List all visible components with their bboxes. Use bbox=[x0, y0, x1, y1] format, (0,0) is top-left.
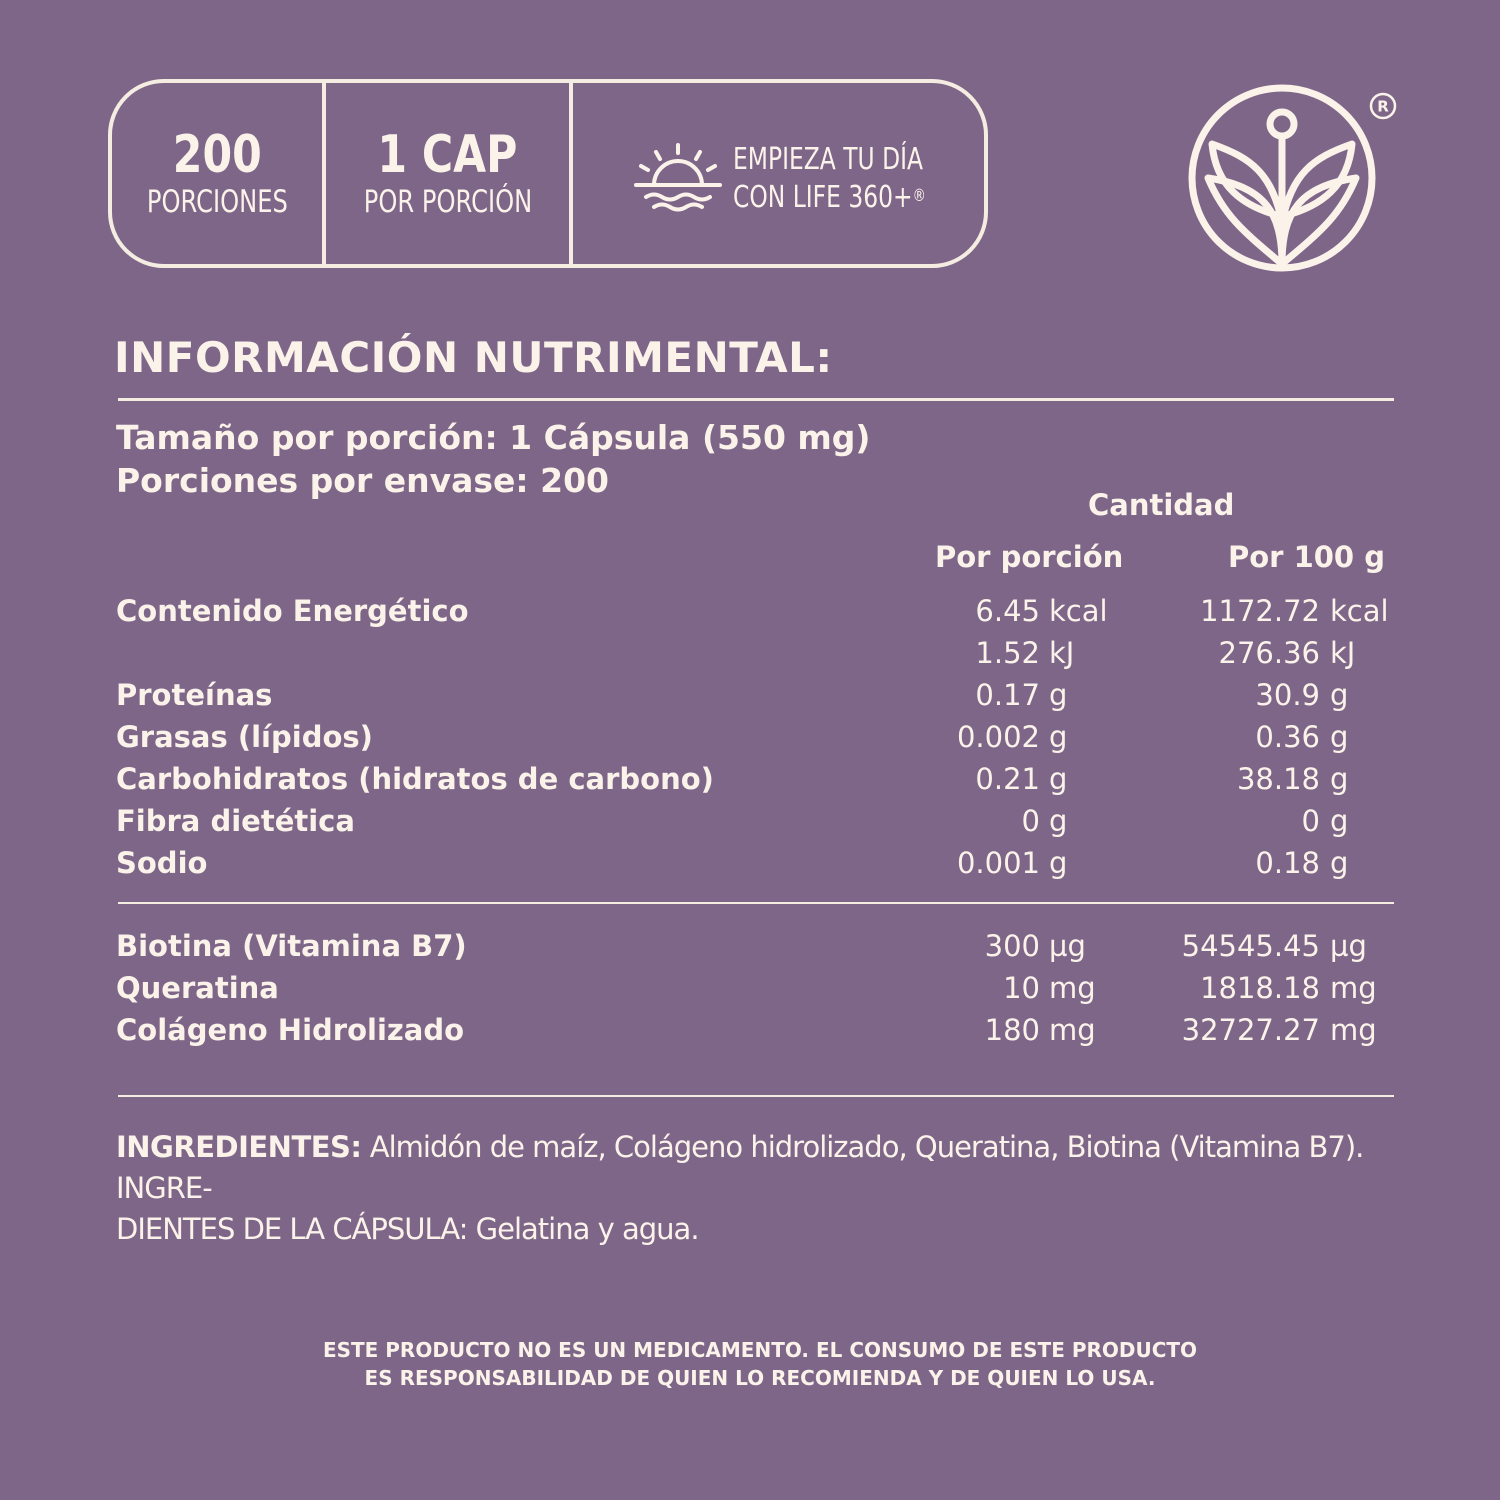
per-serving-header: Por porción bbox=[935, 540, 1124, 574]
per-serving-unit: g bbox=[1049, 804, 1068, 838]
per-serving-value: 180 bbox=[984, 1013, 1040, 1047]
per-100g-unit: g bbox=[1330, 762, 1349, 796]
per-serving-value: 0 bbox=[1021, 804, 1040, 838]
per-100g-value: 30.9 bbox=[1255, 678, 1320, 712]
nutrient-label: Contenido Energético bbox=[116, 594, 469, 628]
per-serving-value: 0.002 bbox=[956, 720, 1040, 754]
nutrient-label: Colágeno Hidrolizado bbox=[116, 1013, 465, 1047]
nutrient-label: Sodio bbox=[116, 846, 208, 880]
tagline-line-2-text: CON LIFE 360+ bbox=[733, 180, 913, 215]
per-serving-value: 0.001 bbox=[956, 846, 1040, 880]
ingredients-line-2: DIENTES DE LA CÁPSULA: Gelatina y agua. bbox=[116, 1212, 699, 1246]
per-100g-unit: mg bbox=[1330, 1013, 1377, 1047]
per-100g-unit: kcal bbox=[1330, 594, 1389, 628]
ingredients-divider bbox=[118, 1095, 1394, 1097]
per-100g-value: 38.18 bbox=[1236, 762, 1320, 796]
dose-label: POR PORCIÓN bbox=[363, 183, 532, 220]
per-serving-value: 1.52 bbox=[975, 636, 1040, 670]
per-serving-unit: g bbox=[1049, 846, 1068, 880]
svg-text:R: R bbox=[1377, 97, 1389, 116]
title-divider bbox=[118, 398, 1394, 401]
per-100g-value: 1818.18 bbox=[1200, 971, 1320, 1005]
per-100g-value: 276.36 bbox=[1218, 636, 1320, 670]
per-100g-unit: kJ bbox=[1330, 636, 1356, 670]
per-serving-value: 0.21 bbox=[975, 762, 1040, 796]
ingredients-text bbox=[116, 1127, 1416, 1250]
tagline-badge bbox=[573, 83, 984, 264]
servings-value: 200 bbox=[172, 124, 262, 185]
per-100g-unit: g bbox=[1330, 678, 1349, 712]
tagline-registered-mark: ® bbox=[912, 186, 926, 206]
per-100g-header: Por 100 g bbox=[1228, 540, 1385, 574]
per-serving-value: 300 bbox=[984, 929, 1040, 963]
per-100g-unit: g bbox=[1330, 846, 1349, 880]
sunrise-icon bbox=[632, 141, 724, 213]
ingredients-line-1: Almidón de maíz, Colágeno hidrolizado, Queratina, Biotina (Vitamina B7). INGRE- bbox=[116, 1130, 1364, 1205]
serving-badges bbox=[108, 79, 988, 268]
per-100g-value: 0.36 bbox=[1255, 720, 1320, 754]
ingredients-heading: INGREDIENTES: bbox=[116, 1130, 362, 1164]
disclaimer bbox=[0, 1336, 1500, 1392]
per-serving-unit: µg bbox=[1049, 929, 1086, 963]
per-serving-unit: kJ bbox=[1049, 636, 1075, 670]
per-serving-unit: g bbox=[1049, 720, 1068, 754]
section-divider bbox=[118, 902, 1394, 904]
disclaimer-line-1: ESTE PRODUCTO NO ES UN MEDICAMENTO. EL CONSUMO DE ESTE PRODUCTO bbox=[322, 1338, 1198, 1362]
nutrient-label: Carbohidratos (hidratos de carbono) bbox=[116, 762, 714, 796]
nutrition-title: INFORMACIÓN NUTRIMENTAL: bbox=[114, 333, 833, 382]
per-serving-unit: g bbox=[1049, 762, 1068, 796]
tagline-text bbox=[733, 141, 926, 217]
nutrient-label: Queratina bbox=[116, 971, 279, 1005]
per-100g-value: 1172.72 bbox=[1200, 594, 1320, 628]
plant-circle-logo bbox=[1186, 82, 1378, 274]
servings-label: PORCIONES bbox=[146, 183, 288, 220]
nutrient-label: Grasas (lípidos) bbox=[116, 720, 373, 754]
per-100g-unit: g bbox=[1330, 804, 1349, 838]
per-100g-unit: µg bbox=[1330, 929, 1367, 963]
nutrient-label: Proteínas bbox=[116, 678, 273, 712]
per-serving-value: 6.45 bbox=[975, 594, 1040, 628]
nutrient-label: Fibra dietética bbox=[116, 804, 355, 838]
serving-size: Tamaño por porción: 1 Cápsula (550 mg) bbox=[116, 418, 871, 457]
per-serving-unit: mg bbox=[1049, 971, 1096, 1005]
per-100g-value: 32727.27 bbox=[1181, 1013, 1320, 1047]
per-serving-unit: mg bbox=[1049, 1013, 1096, 1047]
nutrient-label: Biotina (Vitamina B7) bbox=[116, 929, 467, 963]
registered-mark-icon bbox=[1368, 91, 1398, 121]
per-serving-value: 10 bbox=[1003, 971, 1040, 1005]
per-100g-value: 0 bbox=[1301, 804, 1320, 838]
dose-value: 1 CAP bbox=[377, 124, 518, 185]
quantity-header: Cantidad bbox=[1088, 488, 1235, 522]
per-100g-unit: g bbox=[1330, 720, 1349, 754]
per-serving-unit: kcal bbox=[1049, 594, 1108, 628]
servings-per-container: Porciones por envase: 200 bbox=[116, 461, 609, 500]
per-100g-value: 54545.45 bbox=[1181, 929, 1320, 963]
tagline-line-1: EMPIEZA TU DÍA bbox=[733, 142, 924, 177]
per-serving-unit: g bbox=[1049, 678, 1068, 712]
servings-badge bbox=[112, 83, 322, 264]
per-100g-unit: mg bbox=[1330, 971, 1377, 1005]
tagline-line-2 bbox=[733, 179, 926, 217]
per-serving-value: 0.17 bbox=[975, 678, 1040, 712]
disclaimer-line-2: ES RESPONSABILIDAD DE QUIEN LO RECOMIENDA Y DE QUIEN LO USA. bbox=[364, 1366, 1156, 1390]
per-100g-value: 0.18 bbox=[1255, 846, 1320, 880]
dose-badge bbox=[326, 83, 569, 264]
